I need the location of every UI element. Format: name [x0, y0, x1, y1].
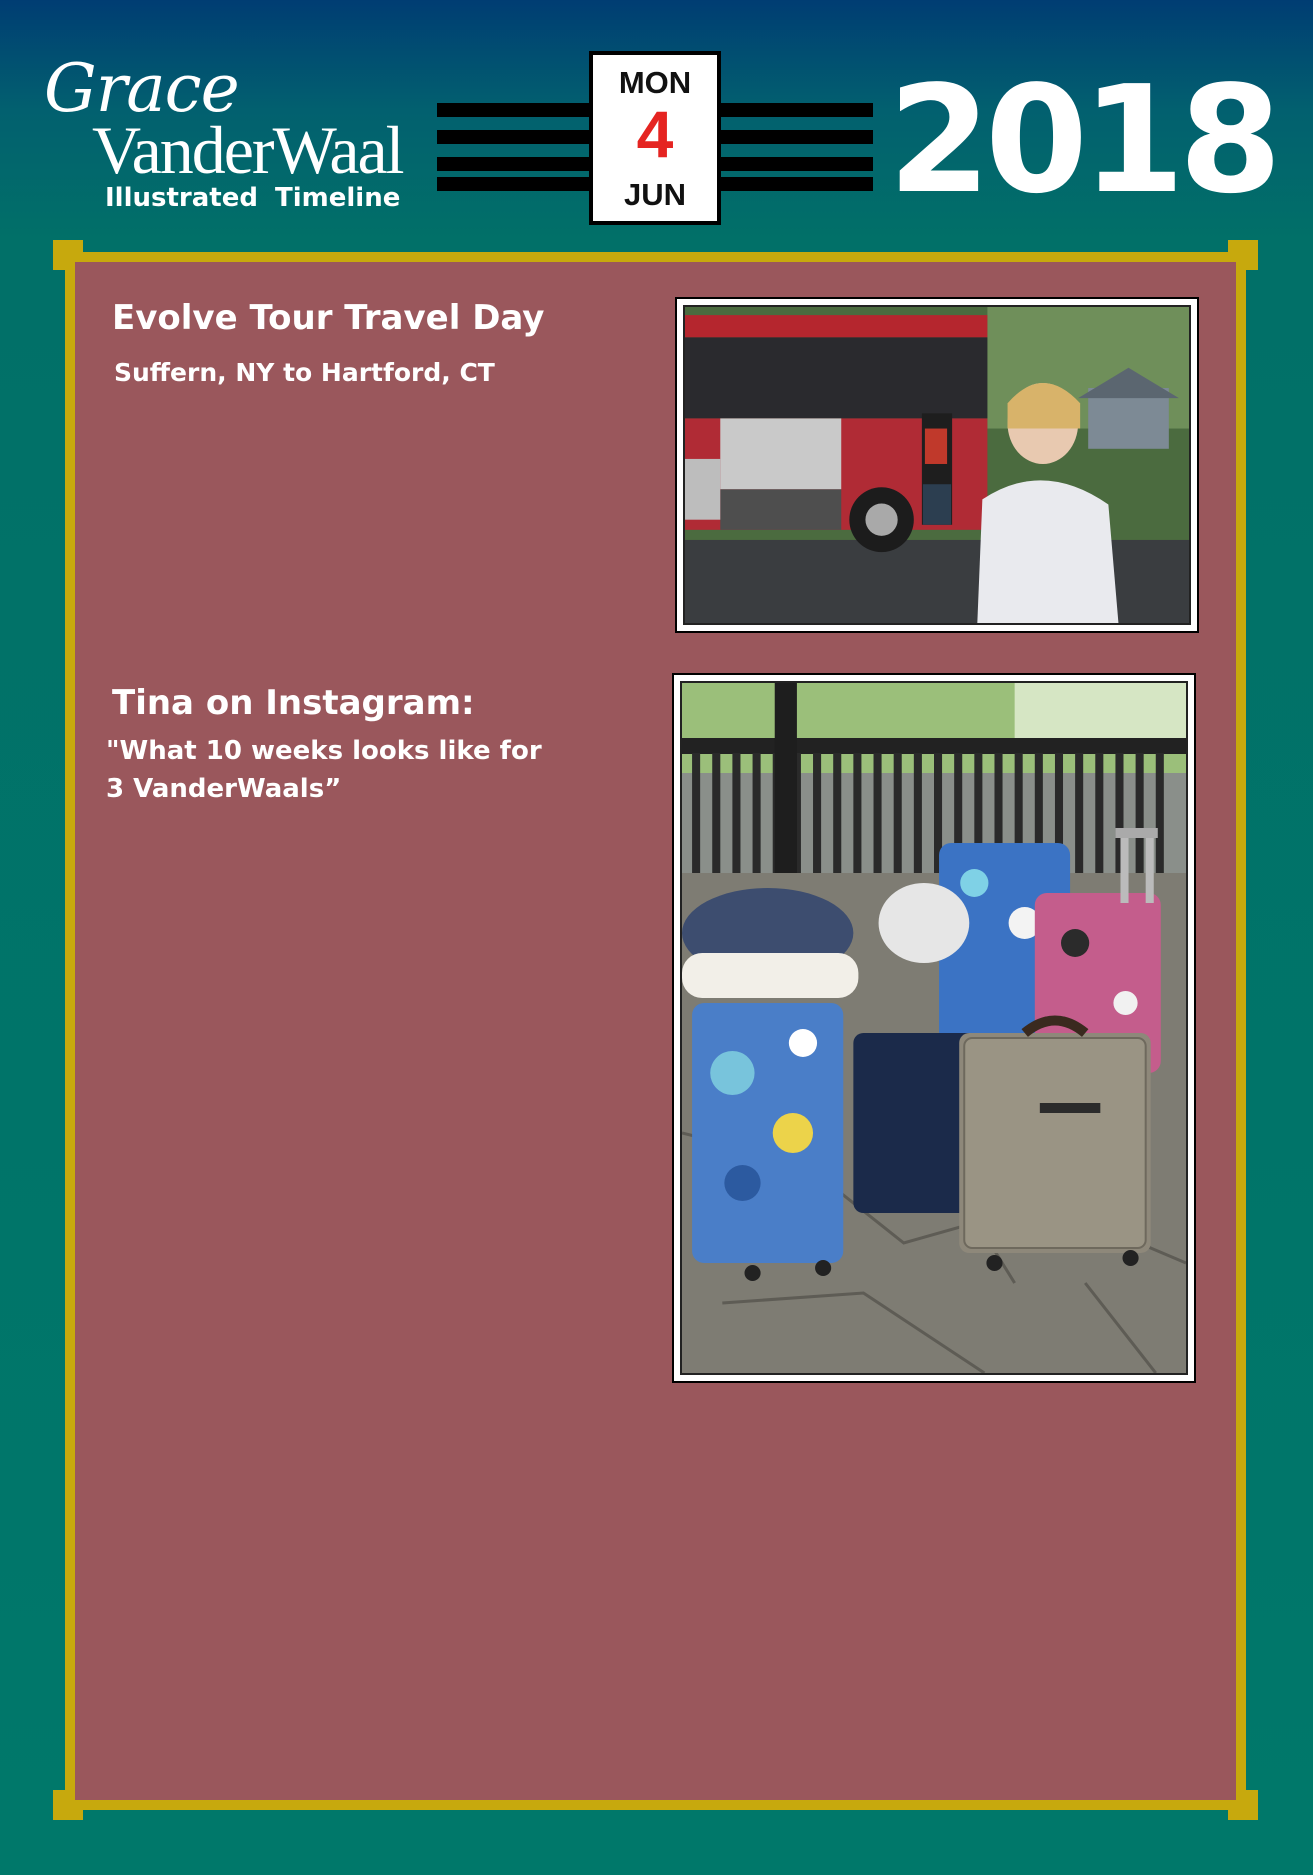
entry-title: Tina on Instagram:: [112, 683, 475, 723]
frame-left: [65, 242, 75, 1820]
entry-quote-line: 3 VanderWaals”: [106, 774, 342, 804]
calendar-month: JUN: [623, 177, 686, 212]
tour-bus-photo-icon: [683, 305, 1191, 625]
header-stripe: [437, 157, 589, 171]
calendar-weekday: MON: [618, 65, 692, 100]
entry-quote: [106, 732, 576, 808]
calendar-date-block: [589, 51, 721, 225]
entry-subtitle: Suffern, NY to Hartford, CT: [114, 358, 495, 387]
year-title: 2018: [888, 54, 1276, 226]
header-stripe: [721, 130, 873, 144]
frame-bottom: [55, 1800, 1255, 1810]
header-stripe: [437, 130, 589, 144]
header-stripe: [721, 103, 873, 117]
tour-bus-photo: [675, 297, 1199, 633]
header-stripe: [721, 157, 873, 171]
header-stripe: [437, 103, 589, 117]
luggage-photo: [672, 673, 1196, 1383]
timeline-logo: [42, 52, 442, 224]
luggage-photo-icon: [680, 681, 1188, 1375]
header-stripe: [437, 177, 589, 191]
header-stripe: [721, 177, 873, 191]
entry-title: Evolve Tour Travel Day: [112, 298, 545, 338]
logo-script-text: Grace: [44, 50, 239, 127]
frame-right: [1236, 242, 1246, 1820]
frame-top: [55, 252, 1255, 262]
calendar-day: 4: [636, 97, 674, 171]
logo-brand-text: VanderWaal: [92, 112, 403, 188]
entry-quote-line: "What 10 weeks looks like for: [106, 736, 542, 766]
logo-subtitle: Illustrated Timeline: [105, 183, 401, 213]
